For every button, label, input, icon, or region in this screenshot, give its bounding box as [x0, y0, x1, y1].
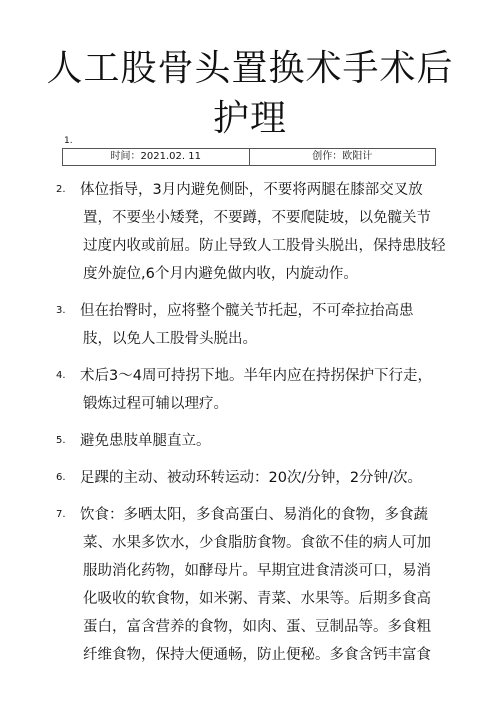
text-line: 饮食：多晒太阳，多食高蛋白、易消化的食物，多食蔬	[80, 507, 428, 523]
list-item-text	[80, 501, 446, 669]
text-line: 置，不要坐小矮凳，不要蹲，不要爬陡坡，以免髋关节	[83, 210, 431, 226]
meta-table	[62, 148, 436, 166]
list-item-text	[80, 362, 446, 418]
title-line-1: 人工股骨头置换术手术后	[46, 48, 454, 89]
text-line: 但在抬臀时，应将整个髋关节托起，不可牵拉抬高患	[80, 303, 414, 319]
text-line: 服助消化药物，如酵母片。早期宜进食清淡可口，易消	[83, 563, 431, 579]
list-item-number: 4.	[56, 370, 66, 381]
text-line: 体位指导，3月内避免侧卧，不要将两腿在膝部交叉放	[80, 182, 423, 198]
text-line: 蛋白，富含营养的食物，如肉、蛋、豆制品等。多食粗	[83, 619, 431, 635]
text-line: 过度内收或前屈。防止导致人工股骨头脱出，保持患肢轻	[83, 238, 446, 254]
list-item-text	[80, 176, 446, 288]
list-item-number: 5.	[56, 435, 66, 446]
text-line: 避免患肢单腿直立。	[80, 433, 211, 449]
list-item	[56, 297, 446, 353]
list-item-number: 2.	[56, 184, 66, 195]
text-line: 化吸收的软食物，如米粥、青菜、水果等。后期多食高	[83, 591, 431, 607]
text-line: 术后3～4周可持拐下地。半年内应在持拐保护下行走，	[80, 368, 432, 384]
text-line: 肢，以免人工股骨头脱出。	[83, 331, 257, 347]
meta-author: 创作：欧阳计	[249, 149, 436, 165]
text-line: 菜、水果多饮水，少食脂肪食物。食欲不佳的病人可加	[83, 535, 431, 551]
list-item	[56, 501, 446, 669]
text-line: 度外旋位,6个月内避免做内收，内旋动作。	[83, 266, 358, 282]
list-item	[56, 464, 446, 492]
document-title	[0, 44, 500, 144]
list-number-1: 1.	[64, 136, 73, 146]
list-item-text	[80, 464, 446, 492]
list-item-text	[80, 427, 446, 455]
list-item-text	[80, 297, 446, 353]
text-line: 锻炼过程可辅以理疗。	[83, 396, 228, 412]
list-item	[56, 176, 446, 288]
meta-time: 时间：2021.02. 11	[110, 151, 201, 162]
text-line: 足踝的主动、被动环转运动：20次/分钟，2分钟/次。	[80, 470, 422, 486]
list-item-number: 6.	[56, 472, 66, 483]
text-line: 纤维食物，保持大便通畅，防止便秘。多食含钙丰富食	[83, 647, 431, 663]
numbered-list	[56, 176, 446, 678]
title-line-2: 护理	[212, 98, 287, 139]
list-item	[56, 362, 446, 418]
list-item-number: 7.	[56, 509, 66, 520]
list-item	[56, 427, 446, 455]
list-item-number: 3.	[56, 305, 66, 316]
